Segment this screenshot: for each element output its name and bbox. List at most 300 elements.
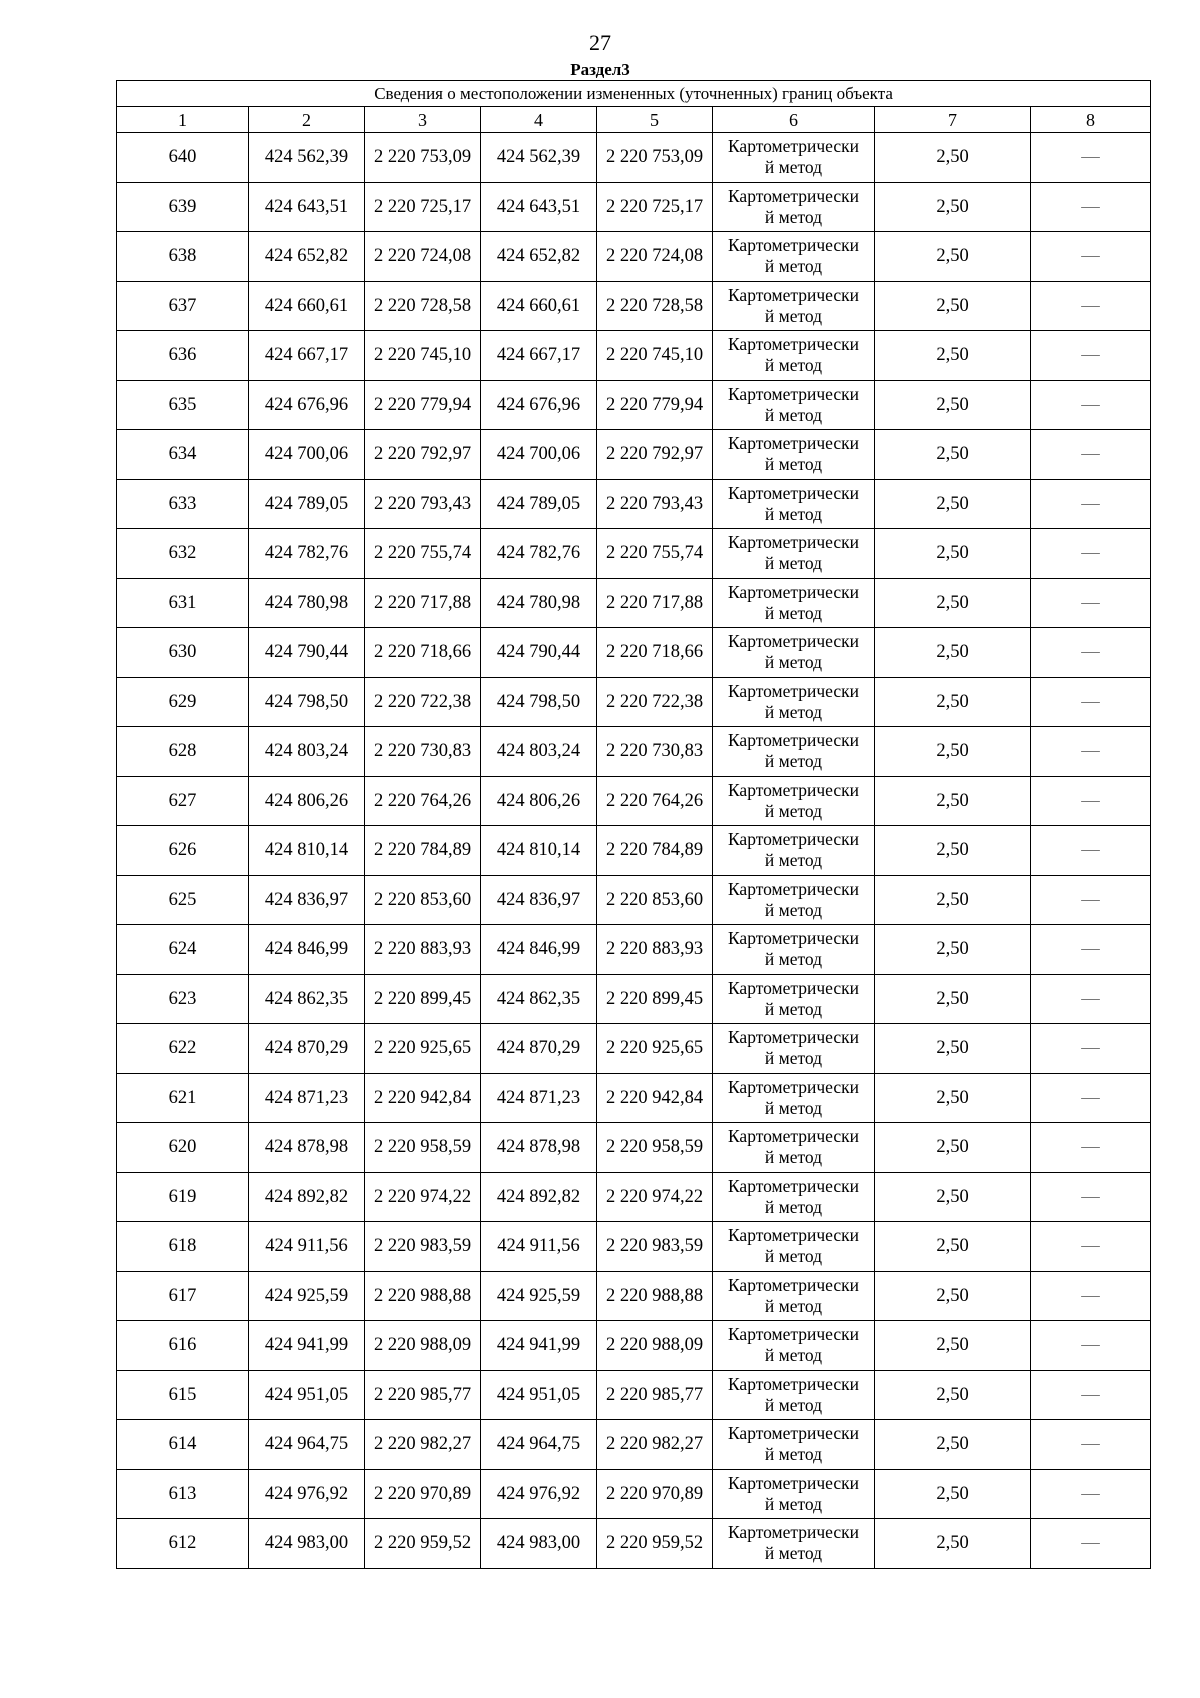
point-number-cell: 623 bbox=[117, 974, 249, 1024]
note-cell: — bbox=[1031, 826, 1151, 876]
existing-x-cell: 424 700,06 bbox=[249, 430, 365, 480]
method-text-line1: Картометрически bbox=[727, 433, 860, 454]
existing-x-cell: 424 846,99 bbox=[249, 925, 365, 975]
method-text-line2: й метод bbox=[764, 1345, 823, 1366]
point-number-cell: 624 bbox=[117, 925, 249, 975]
method-text-line1: Картометрически bbox=[727, 185, 860, 206]
new-x-cell: 424 676,96 bbox=[481, 380, 597, 430]
point-number-cell: 628 bbox=[117, 727, 249, 777]
table-row bbox=[117, 776, 1151, 826]
method-cell bbox=[713, 281, 875, 331]
method-cell bbox=[713, 776, 875, 826]
point-number-cell: 631 bbox=[117, 578, 249, 628]
method-text-line2: й метод bbox=[764, 355, 823, 376]
precision-cell: 2,50 bbox=[875, 1172, 1031, 1222]
method-cell bbox=[713, 182, 875, 232]
note-cell: — bbox=[1031, 1024, 1151, 1074]
existing-x-cell: 424 780,98 bbox=[249, 578, 365, 628]
existing-y-cell: 2 220 983,59 bbox=[365, 1222, 481, 1272]
boundary-table bbox=[116, 80, 1151, 1569]
method-text-line2: й метод bbox=[764, 1246, 823, 1267]
point-number-cell: 637 bbox=[117, 281, 249, 331]
note-cell: — bbox=[1031, 1370, 1151, 1420]
new-x-cell: 424 862,35 bbox=[481, 974, 597, 1024]
note-cell: — bbox=[1031, 776, 1151, 826]
precision-cell: 2,50 bbox=[875, 133, 1031, 183]
new-y-cell: 2 220 792,97 bbox=[597, 430, 713, 480]
precision-cell: 2,50 bbox=[875, 727, 1031, 777]
method-cell bbox=[713, 1370, 875, 1420]
method-cell bbox=[713, 727, 875, 777]
existing-x-cell: 424 643,51 bbox=[249, 182, 365, 232]
new-x-cell: 424 780,98 bbox=[481, 578, 597, 628]
precision-cell: 2,50 bbox=[875, 430, 1031, 480]
new-x-cell: 424 806,26 bbox=[481, 776, 597, 826]
note-cell: — bbox=[1031, 628, 1151, 678]
existing-y-cell: 2 220 755,74 bbox=[365, 529, 481, 579]
method-text-line2: й метод bbox=[764, 800, 823, 821]
new-y-cell: 2 220 728,58 bbox=[597, 281, 713, 331]
method-cell bbox=[713, 430, 875, 480]
existing-y-cell: 2 220 730,83 bbox=[365, 727, 481, 777]
new-x-cell: 424 870,29 bbox=[481, 1024, 597, 1074]
note-cell: — bbox=[1031, 1172, 1151, 1222]
existing-x-cell: 424 871,23 bbox=[249, 1073, 365, 1123]
method-text-line1: Картометрически bbox=[727, 581, 860, 602]
column-number: 1 bbox=[117, 107, 249, 133]
existing-y-cell: 2 220 970,89 bbox=[365, 1469, 481, 1519]
existing-x-cell: 424 789,05 bbox=[249, 479, 365, 529]
new-y-cell: 2 220 853,60 bbox=[597, 875, 713, 925]
precision-cell: 2,50 bbox=[875, 826, 1031, 876]
new-y-cell: 2 220 724,08 bbox=[597, 232, 713, 282]
table-row bbox=[117, 182, 1151, 232]
point-number-cell: 617 bbox=[117, 1271, 249, 1321]
precision-cell: 2,50 bbox=[875, 529, 1031, 579]
method-text-line1: Картометрически bbox=[727, 928, 860, 949]
column-number: 3 bbox=[365, 107, 481, 133]
note-cell: — bbox=[1031, 925, 1151, 975]
new-x-cell: 424 652,82 bbox=[481, 232, 597, 282]
new-y-cell: 2 220 925,65 bbox=[597, 1024, 713, 1074]
table-row bbox=[117, 479, 1151, 529]
existing-y-cell: 2 220 988,09 bbox=[365, 1321, 481, 1371]
table-caption-row bbox=[117, 81, 1151, 107]
existing-x-cell: 424 562,39 bbox=[249, 133, 365, 183]
method-cell bbox=[713, 380, 875, 430]
precision-cell: 2,50 bbox=[875, 677, 1031, 727]
new-y-cell: 2 220 718,66 bbox=[597, 628, 713, 678]
method-text-line2: й метод bbox=[764, 1493, 823, 1514]
precision-cell: 2,50 bbox=[875, 875, 1031, 925]
method-text-line1: Картометрически bbox=[727, 1225, 860, 1246]
note-cell: — bbox=[1031, 182, 1151, 232]
new-x-cell: 424 562,39 bbox=[481, 133, 597, 183]
table-row bbox=[117, 133, 1151, 183]
existing-y-cell: 2 220 974,22 bbox=[365, 1172, 481, 1222]
note-cell: — bbox=[1031, 727, 1151, 777]
table-body bbox=[117, 133, 1151, 1569]
existing-y-cell: 2 220 792,97 bbox=[365, 430, 481, 480]
method-text-line2: й метод bbox=[764, 602, 823, 623]
column-number: 2 bbox=[249, 107, 365, 133]
new-y-cell: 2 220 730,83 bbox=[597, 727, 713, 777]
new-y-cell: 2 220 899,45 bbox=[597, 974, 713, 1024]
method-cell bbox=[713, 1420, 875, 1470]
point-number-cell: 612 bbox=[117, 1519, 249, 1569]
method-text-line1: Картометрически bbox=[727, 1522, 860, 1543]
new-y-cell: 2 220 974,22 bbox=[597, 1172, 713, 1222]
column-number: 8 bbox=[1031, 107, 1151, 133]
point-number-cell: 639 bbox=[117, 182, 249, 232]
table-row bbox=[117, 430, 1151, 480]
new-y-cell: 2 220 717,88 bbox=[597, 578, 713, 628]
table-row bbox=[117, 1321, 1151, 1371]
new-y-cell: 2 220 753,09 bbox=[597, 133, 713, 183]
new-x-cell: 424 964,75 bbox=[481, 1420, 597, 1470]
note-cell: — bbox=[1031, 578, 1151, 628]
new-x-cell: 424 925,59 bbox=[481, 1271, 597, 1321]
method-text-line2: й метод bbox=[764, 1097, 823, 1118]
column-number: 4 bbox=[481, 107, 597, 133]
precision-cell: 2,50 bbox=[875, 1073, 1031, 1123]
method-text-line1: Картометрически bbox=[727, 1274, 860, 1295]
existing-x-cell: 424 911,56 bbox=[249, 1222, 365, 1272]
method-cell bbox=[713, 875, 875, 925]
existing-x-cell: 424 964,75 bbox=[249, 1420, 365, 1470]
existing-y-cell: 2 220 722,38 bbox=[365, 677, 481, 727]
note-cell: — bbox=[1031, 133, 1151, 183]
note-cell: — bbox=[1031, 232, 1151, 282]
precision-cell: 2,50 bbox=[875, 479, 1031, 529]
new-y-cell: 2 220 793,43 bbox=[597, 479, 713, 529]
existing-y-cell: 2 220 764,26 bbox=[365, 776, 481, 826]
new-y-cell: 2 220 985,77 bbox=[597, 1370, 713, 1420]
precision-cell: 2,50 bbox=[875, 182, 1031, 232]
precision-cell: 2,50 bbox=[875, 925, 1031, 975]
new-y-cell: 2 220 982,27 bbox=[597, 1420, 713, 1470]
new-x-cell: 424 798,50 bbox=[481, 677, 597, 727]
method-text-line1: Картометрически bbox=[727, 383, 860, 404]
point-number-cell: 633 bbox=[117, 479, 249, 529]
existing-y-cell: 2 220 779,94 bbox=[365, 380, 481, 430]
method-text-line2: й метод bbox=[764, 899, 823, 920]
method-text-line1: Картометрически bbox=[727, 532, 860, 553]
new-x-cell: 424 951,05 bbox=[481, 1370, 597, 1420]
new-y-cell: 2 220 722,38 bbox=[597, 677, 713, 727]
precision-cell: 2,50 bbox=[875, 1271, 1031, 1321]
table-row bbox=[117, 1469, 1151, 1519]
column-number: 6 bbox=[713, 107, 875, 133]
new-x-cell: 424 643,51 bbox=[481, 182, 597, 232]
new-x-cell: 424 911,56 bbox=[481, 1222, 597, 1272]
new-y-cell: 2 220 983,59 bbox=[597, 1222, 713, 1272]
existing-x-cell: 424 798,50 bbox=[249, 677, 365, 727]
method-text-line2: й метод bbox=[764, 1048, 823, 1069]
note-cell: — bbox=[1031, 875, 1151, 925]
method-text-line2: й метод bbox=[764, 1147, 823, 1168]
section-title: Раздел3 bbox=[570, 60, 630, 79]
method-text-line1: Картометрически bbox=[727, 829, 860, 850]
existing-y-cell: 2 220 718,66 bbox=[365, 628, 481, 678]
new-y-cell: 2 220 988,88 bbox=[597, 1271, 713, 1321]
method-text-line1: Картометрически bbox=[727, 779, 860, 800]
column-number-row bbox=[117, 107, 1151, 133]
new-y-cell: 2 220 725,17 bbox=[597, 182, 713, 232]
existing-x-cell: 424 951,05 bbox=[249, 1370, 365, 1420]
point-number-cell: 638 bbox=[117, 232, 249, 282]
note-cell: — bbox=[1031, 1321, 1151, 1371]
existing-y-cell: 2 220 958,59 bbox=[365, 1123, 481, 1173]
table-row bbox=[117, 628, 1151, 678]
method-text-line1: Картометрически bbox=[727, 680, 860, 701]
point-number-cell: 618 bbox=[117, 1222, 249, 1272]
existing-y-cell: 2 220 745,10 bbox=[365, 331, 481, 381]
method-cell bbox=[713, 1321, 875, 1371]
column-number: 5 bbox=[597, 107, 713, 133]
method-text-line1: Картометрически bbox=[727, 878, 860, 899]
method-cell bbox=[713, 1172, 875, 1222]
point-number-cell: 614 bbox=[117, 1420, 249, 1470]
point-number-cell: 626 bbox=[117, 826, 249, 876]
method-text-line2: й метод bbox=[764, 850, 823, 871]
existing-y-cell: 2 220 793,43 bbox=[365, 479, 481, 529]
table-row bbox=[117, 727, 1151, 777]
method-text-line2: й метод bbox=[764, 751, 823, 772]
existing-x-cell: 424 806,26 bbox=[249, 776, 365, 826]
method-text-line2: й метод bbox=[764, 1196, 823, 1217]
new-y-cell: 2 220 883,93 bbox=[597, 925, 713, 975]
existing-y-cell: 2 220 853,60 bbox=[365, 875, 481, 925]
note-cell: — bbox=[1031, 1123, 1151, 1173]
new-y-cell: 2 220 959,52 bbox=[597, 1519, 713, 1569]
new-y-cell: 2 220 942,84 bbox=[597, 1073, 713, 1123]
point-number-cell: 635 bbox=[117, 380, 249, 430]
method-text-line2: й метод bbox=[764, 1394, 823, 1415]
existing-y-cell: 2 220 717,88 bbox=[365, 578, 481, 628]
method-cell bbox=[713, 1519, 875, 1569]
method-cell bbox=[713, 677, 875, 727]
method-cell bbox=[713, 232, 875, 282]
point-number-cell: 630 bbox=[117, 628, 249, 678]
existing-x-cell: 424 983,00 bbox=[249, 1519, 365, 1569]
column-number: 7 bbox=[875, 107, 1031, 133]
new-x-cell: 424 810,14 bbox=[481, 826, 597, 876]
table-row bbox=[117, 1420, 1151, 1470]
table-row bbox=[117, 1123, 1151, 1173]
method-text-line1: Картометрически bbox=[727, 1423, 860, 1444]
existing-x-cell: 424 810,14 bbox=[249, 826, 365, 876]
method-text-line2: й метод bbox=[764, 652, 823, 673]
method-text-line1: Картометрически bbox=[727, 136, 860, 157]
new-x-cell: 424 790,44 bbox=[481, 628, 597, 678]
existing-y-cell: 2 220 728,58 bbox=[365, 281, 481, 331]
new-y-cell: 2 220 988,09 bbox=[597, 1321, 713, 1371]
existing-x-cell: 424 790,44 bbox=[249, 628, 365, 678]
new-y-cell: 2 220 755,74 bbox=[597, 529, 713, 579]
precision-cell: 2,50 bbox=[875, 1469, 1031, 1519]
method-text-line1: Картометрически bbox=[727, 334, 860, 355]
existing-y-cell: 2 220 925,65 bbox=[365, 1024, 481, 1074]
method-cell bbox=[713, 1271, 875, 1321]
existing-y-cell: 2 220 784,89 bbox=[365, 826, 481, 876]
method-cell bbox=[713, 331, 875, 381]
method-text-line1: Картометрически bbox=[727, 1027, 860, 1048]
note-cell: — bbox=[1031, 281, 1151, 331]
existing-x-cell: 424 862,35 bbox=[249, 974, 365, 1024]
method-text-line1: Картометрически bbox=[727, 1472, 860, 1493]
method-text-line2: й метод bbox=[764, 701, 823, 722]
new-x-cell: 424 782,76 bbox=[481, 529, 597, 579]
new-y-cell: 2 220 764,26 bbox=[597, 776, 713, 826]
method-cell bbox=[713, 974, 875, 1024]
method-text-line1: Картометрически bbox=[727, 1175, 860, 1196]
new-y-cell: 2 220 970,89 bbox=[597, 1469, 713, 1519]
method-text-line1: Картометрически bbox=[727, 1076, 860, 1097]
precision-cell: 2,50 bbox=[875, 1420, 1031, 1470]
precision-cell: 2,50 bbox=[875, 232, 1031, 282]
new-y-cell: 2 220 779,94 bbox=[597, 380, 713, 430]
method-text-line2: й метод bbox=[764, 404, 823, 425]
existing-y-cell: 2 220 982,27 bbox=[365, 1420, 481, 1470]
note-cell: — bbox=[1031, 974, 1151, 1024]
precision-cell: 2,50 bbox=[875, 1222, 1031, 1272]
method-cell bbox=[713, 628, 875, 678]
existing-x-cell: 424 836,97 bbox=[249, 875, 365, 925]
table-row bbox=[117, 1172, 1151, 1222]
point-number-cell: 625 bbox=[117, 875, 249, 925]
existing-y-cell: 2 220 942,84 bbox=[365, 1073, 481, 1123]
new-x-cell: 424 660,61 bbox=[481, 281, 597, 331]
method-text-line2: й метод bbox=[764, 1444, 823, 1465]
table-row bbox=[117, 1073, 1151, 1123]
new-x-cell: 424 941,99 bbox=[481, 1321, 597, 1371]
point-number-cell: 613 bbox=[117, 1469, 249, 1519]
precision-cell: 2,50 bbox=[875, 380, 1031, 430]
table-row bbox=[117, 1519, 1151, 1569]
note-cell: — bbox=[1031, 1222, 1151, 1272]
point-number-cell: 627 bbox=[117, 776, 249, 826]
existing-x-cell: 424 652,82 bbox=[249, 232, 365, 282]
precision-cell: 2,50 bbox=[875, 1370, 1031, 1420]
page-number: 27 bbox=[589, 30, 611, 55]
method-text-line1: Картометрически bbox=[727, 1373, 860, 1394]
method-text-line1: Картометрически bbox=[727, 284, 860, 305]
note-cell: — bbox=[1031, 677, 1151, 727]
method-cell bbox=[713, 1123, 875, 1173]
note-cell: — bbox=[1031, 1469, 1151, 1519]
method-cell bbox=[713, 529, 875, 579]
existing-y-cell: 2 220 988,88 bbox=[365, 1271, 481, 1321]
existing-x-cell: 424 870,29 bbox=[249, 1024, 365, 1074]
new-x-cell: 424 892,82 bbox=[481, 1172, 597, 1222]
precision-cell: 2,50 bbox=[875, 776, 1031, 826]
existing-y-cell: 2 220 724,08 bbox=[365, 232, 481, 282]
method-text-line2: й метод bbox=[764, 1543, 823, 1564]
precision-cell: 2,50 bbox=[875, 281, 1031, 331]
table-row bbox=[117, 875, 1151, 925]
table-row bbox=[117, 826, 1151, 876]
note-cell: — bbox=[1031, 1519, 1151, 1569]
table-row bbox=[117, 677, 1151, 727]
precision-cell: 2,50 bbox=[875, 1024, 1031, 1074]
method-cell bbox=[713, 1469, 875, 1519]
point-number-cell: 636 bbox=[117, 331, 249, 381]
precision-cell: 2,50 bbox=[875, 1321, 1031, 1371]
existing-x-cell: 424 676,96 bbox=[249, 380, 365, 430]
new-x-cell: 424 836,97 bbox=[481, 875, 597, 925]
method-cell bbox=[713, 826, 875, 876]
existing-y-cell: 2 220 985,77 bbox=[365, 1370, 481, 1420]
table-row bbox=[117, 331, 1151, 381]
note-cell: — bbox=[1031, 529, 1151, 579]
existing-x-cell: 424 782,76 bbox=[249, 529, 365, 579]
new-y-cell: 2 220 784,89 bbox=[597, 826, 713, 876]
point-number-cell: 629 bbox=[117, 677, 249, 727]
method-text-line2: й метод bbox=[764, 553, 823, 574]
table-row bbox=[117, 578, 1151, 628]
existing-y-cell: 2 220 899,45 bbox=[365, 974, 481, 1024]
method-text-line2: й метод bbox=[764, 949, 823, 970]
method-text-line2: й метод bbox=[764, 206, 823, 227]
method-text-line2: й метод bbox=[764, 1295, 823, 1316]
method-cell bbox=[713, 479, 875, 529]
new-y-cell: 2 220 958,59 bbox=[597, 1123, 713, 1173]
new-x-cell: 424 846,99 bbox=[481, 925, 597, 975]
existing-x-cell: 424 667,17 bbox=[249, 331, 365, 381]
existing-x-cell: 424 925,59 bbox=[249, 1271, 365, 1321]
method-text-line2: й метод bbox=[764, 157, 823, 178]
method-text-line1: Картометрически bbox=[727, 1324, 860, 1345]
point-number-cell: 634 bbox=[117, 430, 249, 480]
method-text-line1: Картометрически bbox=[727, 631, 860, 652]
point-number-cell: 620 bbox=[117, 1123, 249, 1173]
method-text-line1: Картометрически bbox=[727, 235, 860, 256]
method-text-line2: й метод bbox=[764, 998, 823, 1019]
existing-x-cell: 424 892,82 bbox=[249, 1172, 365, 1222]
existing-x-cell: 424 976,92 bbox=[249, 1469, 365, 1519]
existing-y-cell: 2 220 883,93 bbox=[365, 925, 481, 975]
table-row bbox=[117, 1370, 1151, 1420]
new-x-cell: 424 976,92 bbox=[481, 1469, 597, 1519]
table-row bbox=[117, 925, 1151, 975]
new-y-cell: 2 220 745,10 bbox=[597, 331, 713, 381]
method-text-line1: Картометрически bbox=[727, 482, 860, 503]
table-row bbox=[117, 529, 1151, 579]
note-cell: — bbox=[1031, 430, 1151, 480]
method-text-line1: Картометрически bbox=[727, 730, 860, 751]
precision-cell: 2,50 bbox=[875, 974, 1031, 1024]
existing-y-cell: 2 220 753,09 bbox=[365, 133, 481, 183]
new-x-cell: 424 878,98 bbox=[481, 1123, 597, 1173]
existing-x-cell: 424 803,24 bbox=[249, 727, 365, 777]
method-cell bbox=[713, 1222, 875, 1272]
method-text-line2: й метод bbox=[764, 305, 823, 326]
method-text-line2: й метод bbox=[764, 454, 823, 475]
point-number-cell: 615 bbox=[117, 1370, 249, 1420]
method-cell bbox=[713, 133, 875, 183]
table-row bbox=[117, 1271, 1151, 1321]
point-number-cell: 632 bbox=[117, 529, 249, 579]
point-number-cell: 640 bbox=[117, 133, 249, 183]
note-cell: — bbox=[1031, 380, 1151, 430]
table-row bbox=[117, 380, 1151, 430]
note-cell: — bbox=[1031, 1420, 1151, 1470]
new-x-cell: 424 789,05 bbox=[481, 479, 597, 529]
existing-x-cell: 424 660,61 bbox=[249, 281, 365, 331]
point-number-cell: 619 bbox=[117, 1172, 249, 1222]
note-cell: — bbox=[1031, 479, 1151, 529]
